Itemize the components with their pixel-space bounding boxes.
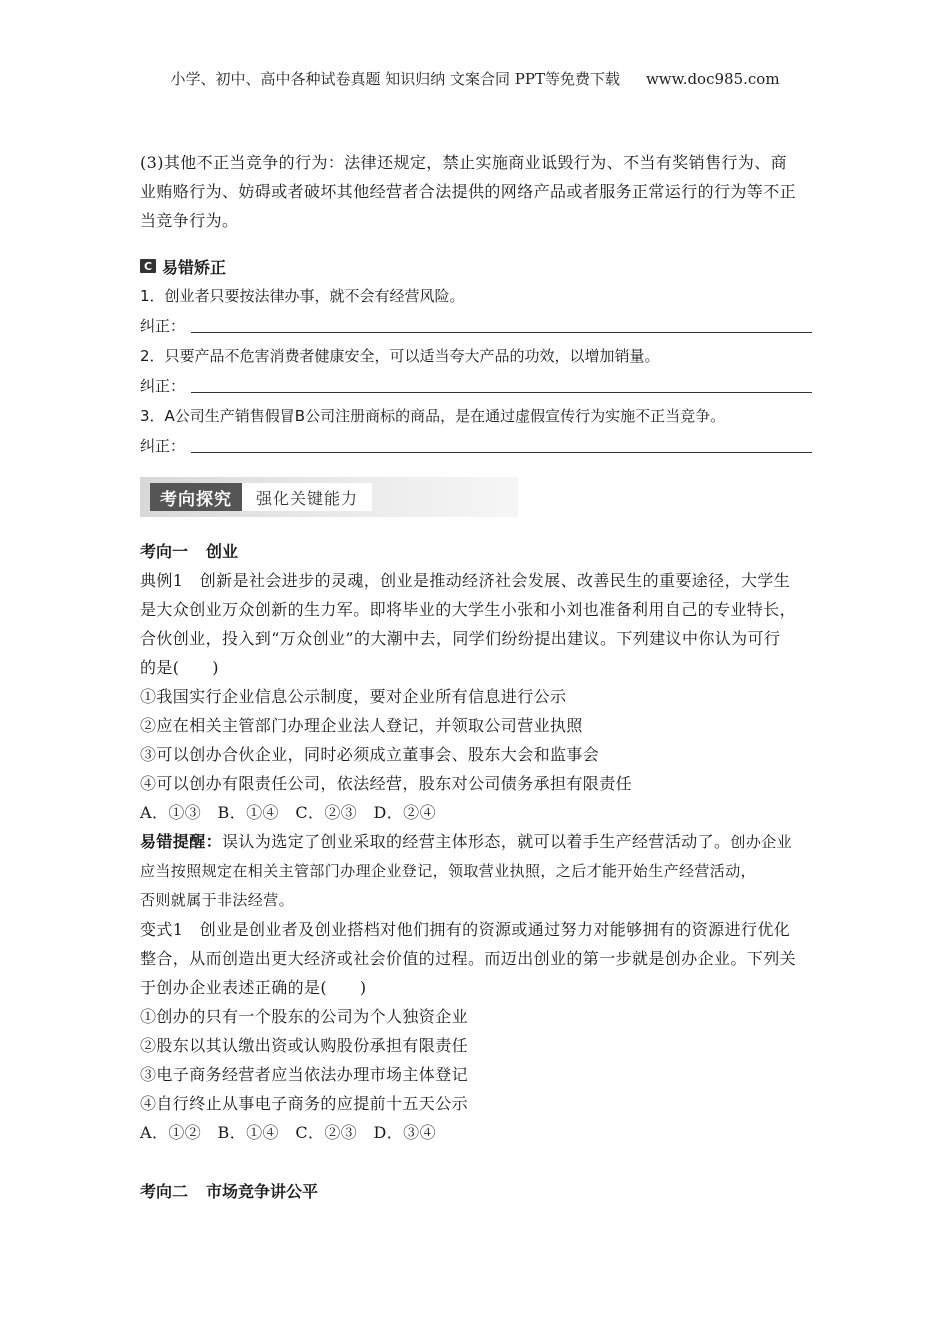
document-body [140, 148, 812, 1206]
correction-line [140, 371, 812, 401]
topic-name: 创业 [206, 542, 239, 561]
tip-label: 易错提醒： [140, 832, 223, 851]
header-url[interactable]: www.doc985.com [645, 70, 780, 88]
correction-line [140, 311, 812, 341]
error-statement: 1．创业者只要按法律办事，就不会有经营风险。 [140, 287, 465, 305]
intro-line: (3)其他不正当竞争的行为：法律还规定，禁止实施商业诋毁行为、不当有奖销售行为、商 [140, 153, 788, 172]
question-line: 典例1 创新是社会进步的灵魂，创业是推动经济社会发展、改善民生的重要途径，大学生 [140, 571, 791, 590]
intro-line: 当竞争行为。 [140, 211, 239, 230]
option-item: ②股东以其认缴出资或认购股份承担有限责任 [140, 1036, 469, 1055]
error-statement: 3．A公司生产销售假冒B公司注册商标的商品，是在通过虚假宣传行为实施不正当竞争。 [140, 407, 726, 425]
intro-line: 业贿赂行为、妨碍或者破坏其他经营者合法提供的网络产品或者服务正常运行的行为等不正 [140, 182, 797, 201]
correction-label: 纠正： [140, 437, 186, 455]
page-header [0, 68, 950, 89]
option-item: ②应在相关主管部门办理企业法人登记，并领取公司营业执照 [140, 716, 583, 735]
correction-label: 纠正： [140, 317, 186, 335]
error-items [140, 281, 812, 461]
question-line: 是大众创业万众创新的生力军。即将毕业的大学生小张和小刘也准备利用自己的专业特长， [140, 600, 797, 619]
topic-label: 考向一 [140, 542, 189, 561]
answer-blank[interactable] [191, 451, 812, 453]
tip-text-line: 否则就属于非法经营。 [140, 891, 295, 909]
section-banner [140, 477, 518, 517]
example-question [140, 566, 812, 827]
option-item: ③可以创办合伙企业，同时必须成立董事会、股东大会和监事会 [140, 745, 600, 764]
topic-heading-1 [140, 537, 812, 566]
header-text: 小学、初中、高中各种试卷真题 知识归纳 文案合同 PPT等免费下载 [170, 70, 620, 88]
section-title: 易错矫正 [162, 257, 227, 277]
answer-blank[interactable] [191, 391, 812, 393]
option-item: ①创办的只有一个股东的公司为个人独资企业 [140, 1007, 469, 1026]
c-badge-icon: C [140, 259, 156, 273]
banner-label-dark: 考向探究 [150, 483, 242, 511]
banner-label-light: 强化关键能力 [242, 483, 372, 511]
option-item: ④可以创办有限责任公司，依法经营，股东对公司债务承担有限责任 [140, 774, 633, 793]
topic-heading-2 [140, 1177, 812, 1206]
topic-name: 市场竞争讲公平 [206, 1182, 319, 1201]
correction-line [140, 431, 812, 461]
answer-blank[interactable] [191, 331, 812, 333]
correction-label: 纠正： [140, 377, 186, 395]
question-line: 整合，从而创造出更大经济或社会价值的过程。而迈出创业的第一步就是创办企业。下列关 [140, 949, 797, 968]
tip-text-emphasis: 创办企业 [730, 833, 793, 851]
answer-choices: A．①② B．①④ C．②③ D．③④ [140, 1123, 436, 1142]
question-line: 合伙创业，投入到“万众创业”的大潮中去，同学们纷纷提出建议。下列建议中你认为可行 [140, 629, 781, 648]
error-correction-heading [140, 251, 812, 281]
answer-choices: A．①③ B．①④ C．②③ D．②④ [140, 803, 436, 822]
intro-paragraph [140, 148, 812, 235]
option-item: ①我国实行企业信息公示制度，要对企业所有信息进行公示 [140, 687, 567, 706]
tip-text-line: 应当按照规定在相关主管部门办理企业登记，领取营业执照，之后才能开始生产经营活动， [140, 862, 757, 880]
error-tip [140, 827, 812, 915]
question-line: 的是( ) [140, 658, 219, 677]
tip-text: 误认为选定了创业采取的经营主体形态，就可以着手生产经营活动了。 [222, 832, 731, 851]
question-line: 于创办企业表述正确的是( ) [140, 978, 367, 997]
option-item: ③电子商务经营者应当依法办理市场主体登记 [140, 1065, 469, 1084]
topic-label: 考向二 [140, 1182, 189, 1201]
variant-question [140, 915, 812, 1147]
question-line: 变式1 创业是创业者及创业搭档对他们拥有的资源或通过努力对能够拥有的资源进行优化 [140, 920, 791, 939]
option-item: ④自行终止从事电子商务的应提前十五天公示 [140, 1094, 469, 1113]
error-statement: 2．只要产品不危害消费者健康安全，可以适当夸大产品的功效，以增加销量。 [140, 347, 660, 365]
